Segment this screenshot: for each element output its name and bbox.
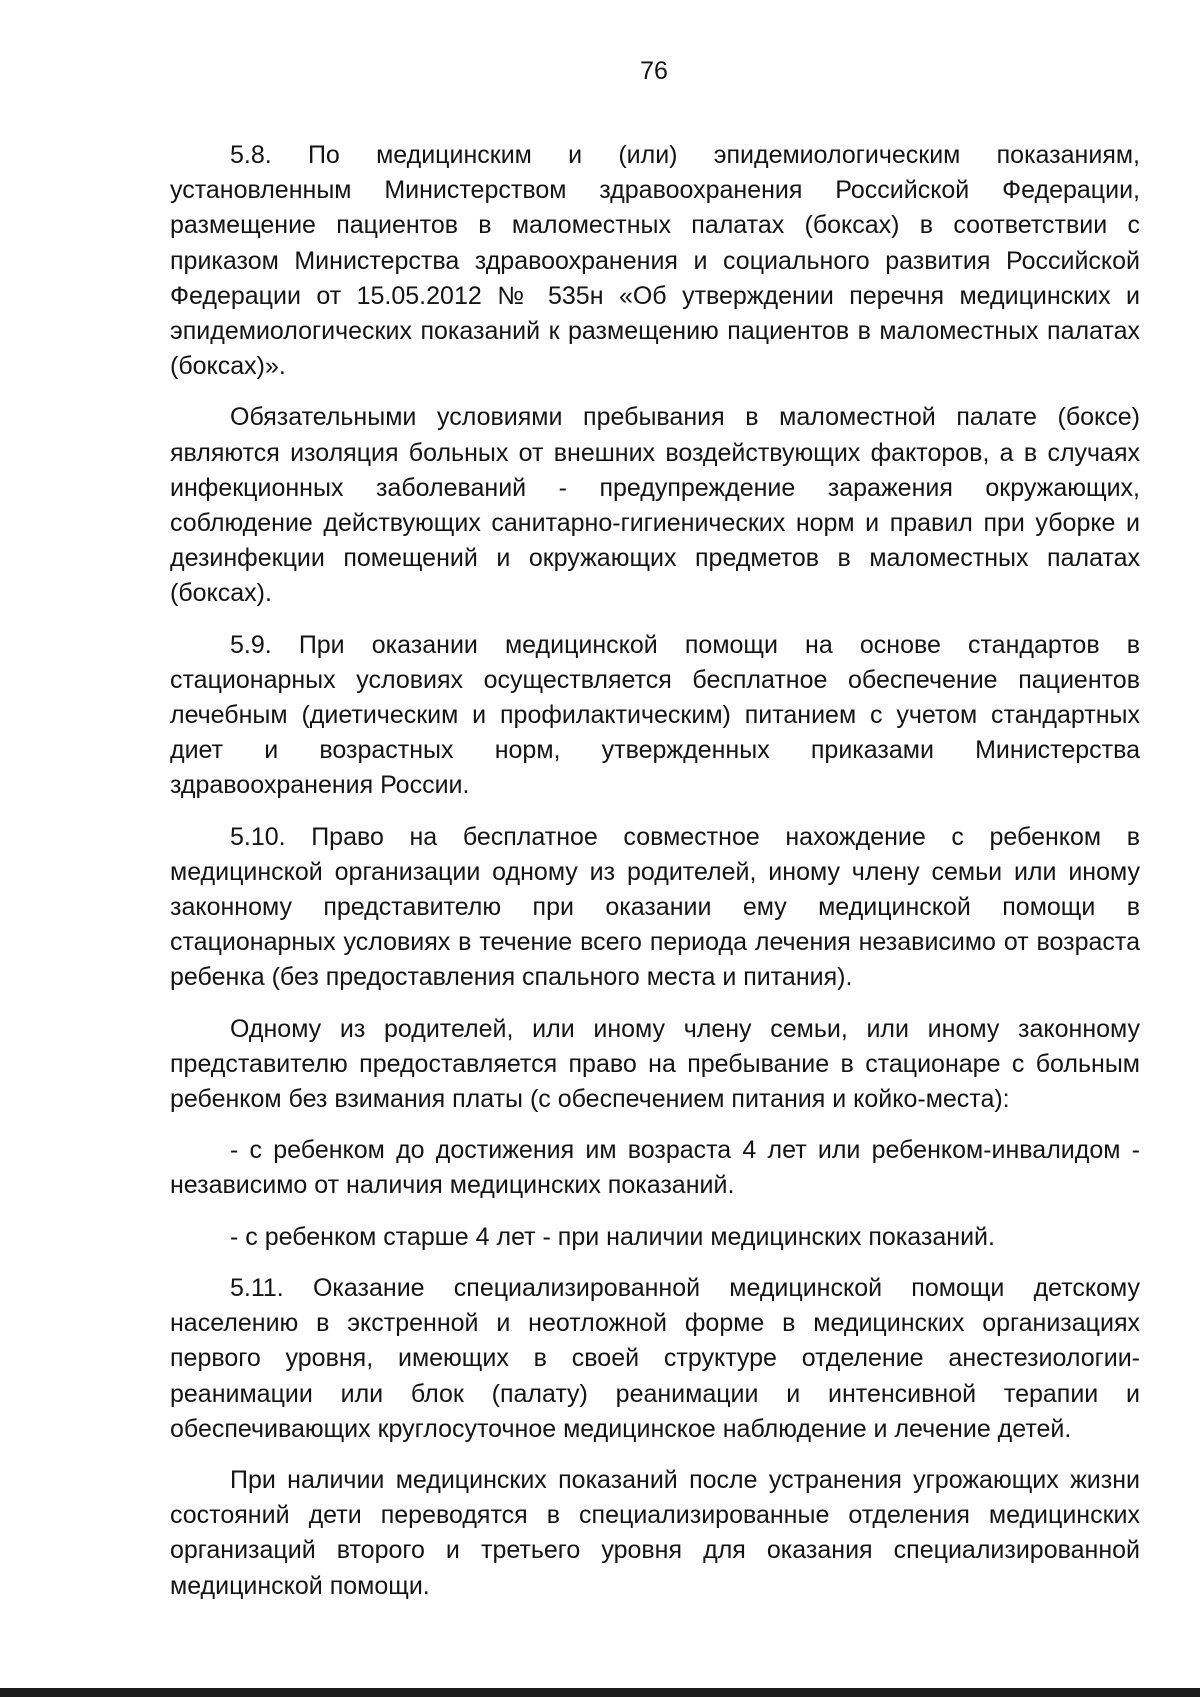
paragraph-5-11: 5.11. Оказание специализированной медицинской помощи детскому населению в экстренной и неотложной форме в медицинских организациях первого уровня, имеющих в своей структуре отделение анестезиологии-реанимации или блок (палату) реанимации и интенсивной терапии и обеспечивающих круглосуточное медицинское наблюдение и лечение детей. bbox=[170, 1273, 1140, 1443]
paragraph-transfer: При наличии медицинских показаний после устранения угрожающих жизни состояний дети переводятся в специализированные отделения медицинских организаций второго и третьего уровня для оказания специализированной медицинской помощи. bbox=[170, 1465, 1140, 1600]
document-body bbox=[170, 138, 1140, 1620]
paragraph-5-9: 5.9. При оказании медицинской помощи на основе стандартов в стационарных условиях осуществляется бесплатное обеспечение пациентов лечебным (диетическим и профилактическим) питанием с учетом стандартных диет и возрастных норм, утвержденных приказами Министерства здравоохранения России. bbox=[170, 630, 1140, 800]
scan-bottom-border bbox=[0, 1688, 1200, 1697]
paragraph-box-conditions: Обязательными условиями пребывания в маломестной палате (боксе) являются изоляция больных от внешних воздействующих факторов, а в случаях инфекционных заболеваний - предупреждение заражения окружающих, соблюдение действующих санитарно-гигиенических норм и правил при уборке и дезинфекции помещений и окружающих предметов в маломестных палатах (боксах). bbox=[170, 403, 1140, 608]
paragraph-parent-stay: Одному из родителей, или иному члену семьи, или иному законному представителю предоставляется право на пребывание в стационаре с больным ребенком без взимания платы (с обеспечением питания и койко-места): bbox=[170, 1014, 1140, 1114]
list-item-over-4: - с ребенком старше 4 лет - при наличии медицинских показаний. bbox=[230, 1222, 995, 1251]
paragraph-5-10: 5.10. Право на бесплатное совместное нахождение с ребенком в медицинской организации одному из родителей, иному члену семьи или иному законному представителю при оказании ему медицинской помощи в стационарных условиях в течение всего периода лечения независимо от возраста ребенка (без предоставления спального места и питания). bbox=[170, 822, 1140, 992]
page-number: 76 bbox=[640, 57, 668, 85]
paragraph-5-8: 5.8. По медицинским и (или) эпидемиологическим показаниям, установленным Министерством здравоохранения Российской Федерации, размещение пациентов в маломестных палатах (боксах) в соответствии с приказом Министерства здравоохранения и социального развития Российской Федерации от 15.05.2012 № 535н «Об утверждении перечня медицинских и эпидемиологических показаний к размещению пациентов в маломестных палатах (боксах)». bbox=[170, 141, 1140, 381]
list-item-under-4: - с ребенком до достижения им возраста 4 лет или ребенком-инвалидом - независимо от наличия медицинских показаний. bbox=[170, 1136, 1140, 1200]
